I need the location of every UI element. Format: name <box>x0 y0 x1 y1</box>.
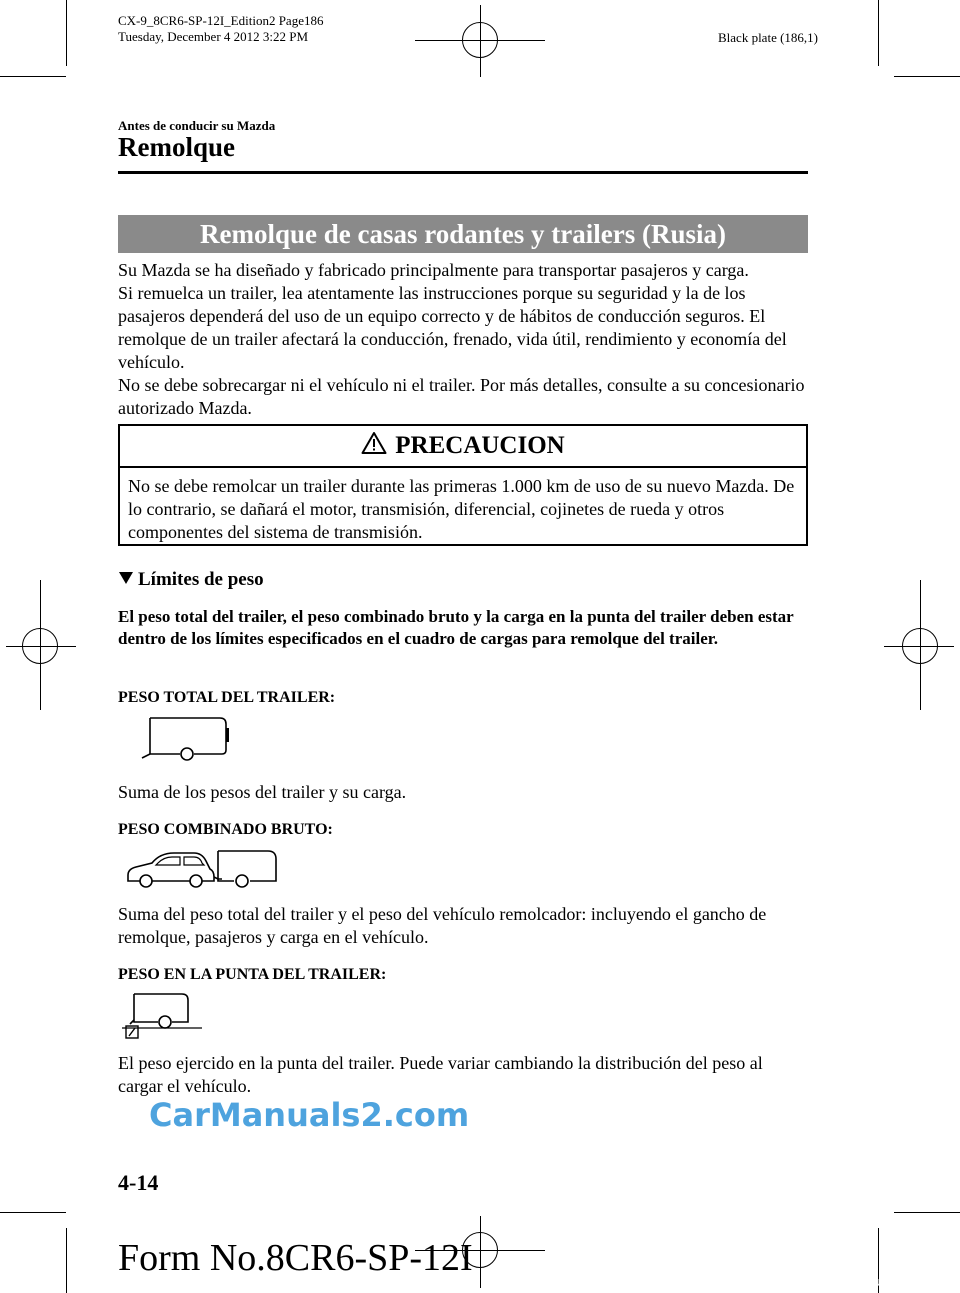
plate-info: Black plate (186,1) <box>718 30 818 45</box>
file-info <box>118 13 323 45</box>
page-number: 4-14 <box>118 1170 159 1195</box>
file-info-line2: Tuesday, December 4 2012 3:22 PM <box>118 29 309 44</box>
intro-text <box>118 259 808 420</box>
gross-combined-weight-desc: Suma del peso total del trailer y el peso del vehículo remolcador: incluyendo el gancho de remolque, pasajeros y carga en el vehículo. <box>118 904 767 947</box>
caution-title: PRECAUCION <box>395 432 565 459</box>
site-mark: carmanualsonline.info <box>830 1274 957 1289</box>
warning-triangle-icon <box>361 431 387 462</box>
form-number: Form No.8CR6-SP-12I <box>118 1237 473 1279</box>
weight-limits-title: Límites de peso <box>138 569 264 590</box>
total-trailer-weight-desc: Suma de los pesos del trailer y su carga. <box>118 782 407 802</box>
caution-box <box>118 424 808 546</box>
caution-header <box>120 426 806 468</box>
gross-combined-weight-label: PESO COMBINADO BRUTO: <box>118 821 333 838</box>
watermark-logo: CarManuals2.com <box>149 1096 470 1134</box>
section-banner: Remolque de casas rodantes y trailers (Rusia) <box>118 215 808 253</box>
triangle-bullet-icon <box>118 569 134 591</box>
chapter-rule <box>118 171 808 174</box>
chapter-title: Remolque <box>118 132 235 162</box>
trailer-icon <box>140 714 232 769</box>
file-info-line1: CX-9_8CR6-SP-12I_Edition2 Page186 <box>118 13 324 28</box>
trailer-tongue-scale-icon <box>122 990 204 1049</box>
intro-paragraph: Su Mazda se ha diseñado y fabricado principalmente para transportar pasajeros y carga. <box>118 260 749 280</box>
tongue-weight-desc: El peso ejercido en la punta del trailer. Puede variar cambiando la distribución del peso al cargar el vehículo. <box>118 1053 763 1096</box>
intro-paragraph: Si remuelca un trailer, lea atentamente las instrucciones porque su seguridad y la de los pasajeros dependerá del uso de un equipo correcto y de hábitos de conducción seguros. El remolque de un trailer afectará la conducción, frenado, vida útil, rendimiento y economía del vehículo. <box>118 283 787 372</box>
intro-paragraph: No se debe sobrecargar ni el vehículo ni el trailer. Por más detalles, consulte a su concesionario autorizado Mazda. <box>118 375 805 418</box>
weight-limits-intro: El peso total del trailer, el peso combinado bruto y la carga en la punta del trailer deben estar dentro de los límites especificados en el cuadro de cargas para remolque del trailer. <box>118 607 794 648</box>
section-label: Antes de conducir su Mazda <box>118 118 276 133</box>
car-with-trailer-icon <box>122 845 282 900</box>
weight-limits-heading <box>118 569 264 591</box>
total-trailer-weight-label: PESO TOTAL DEL TRAILER: <box>118 689 336 706</box>
tongue-weight-label: PESO EN LA PUNTA DEL TRAILER: <box>118 966 387 983</box>
caution-text: No se debe remolcar un trailer durante las primeras 1.000 km de uso de su nuevo Mazda. De lo contrario, se dañará el motor, transmisión, diferencial, cojinetes de rueda y otros componentes del sistema de transmisión. <box>128 476 795 542</box>
